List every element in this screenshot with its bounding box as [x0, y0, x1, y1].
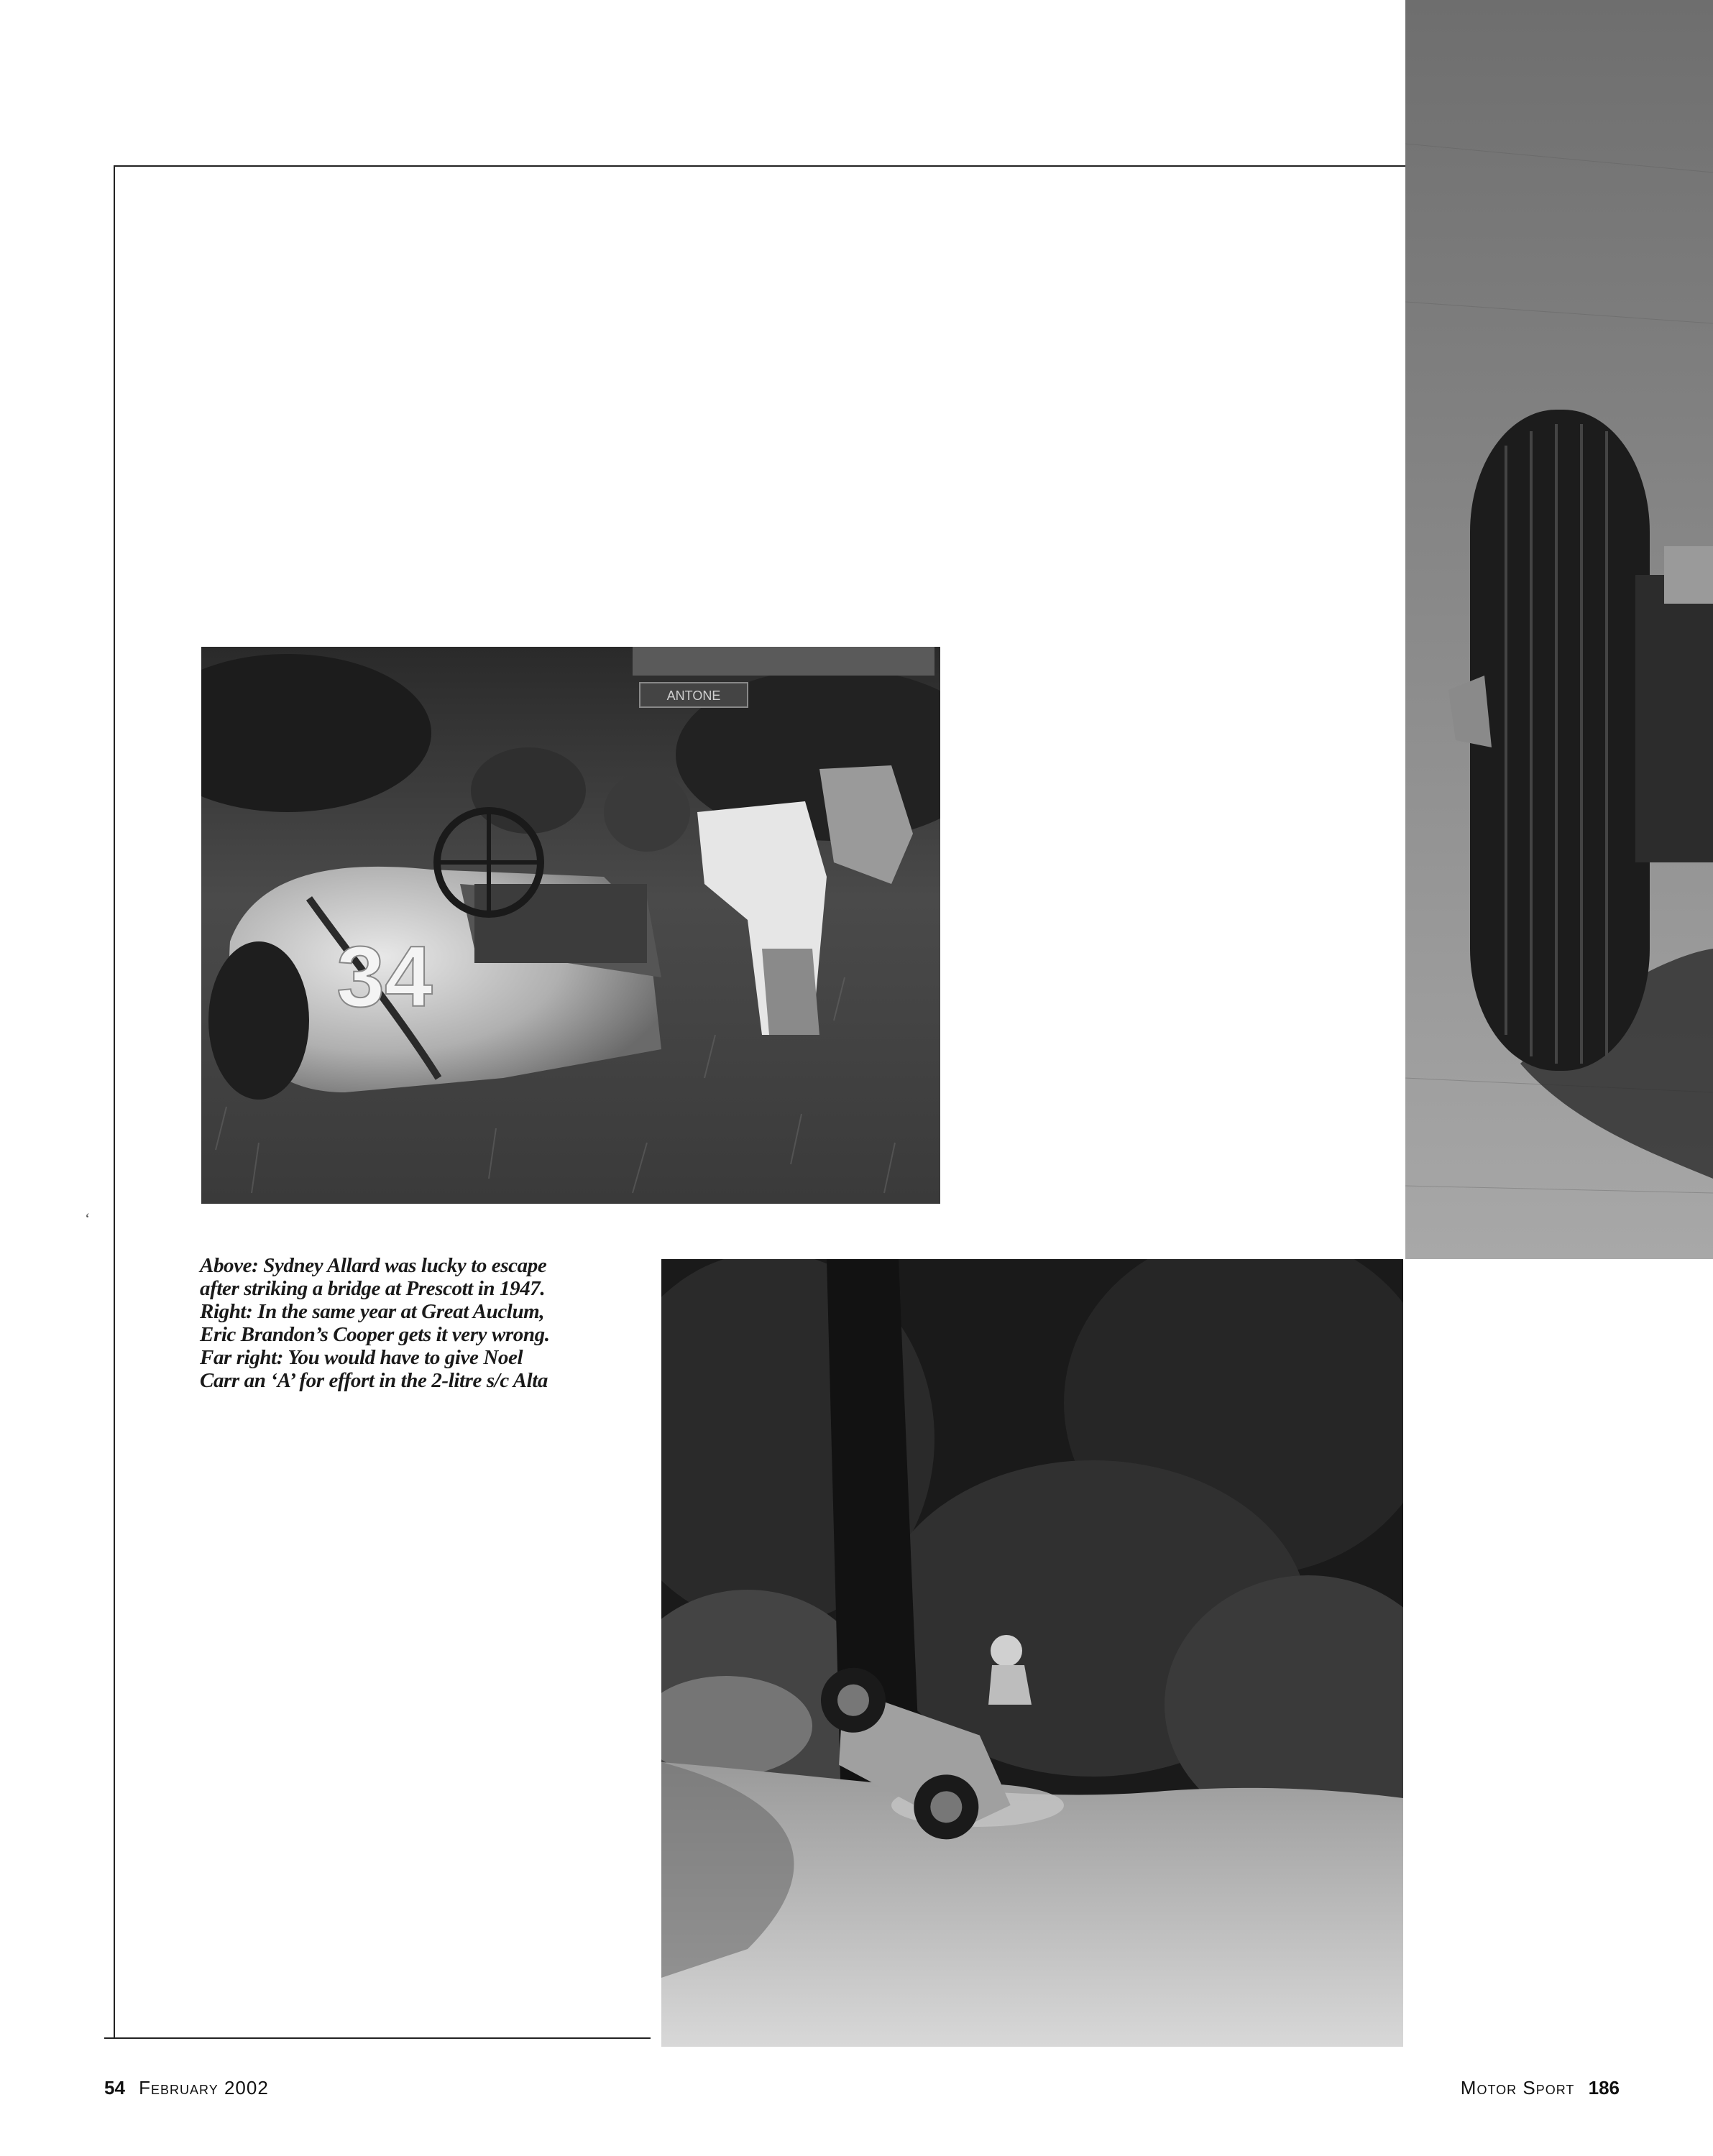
frame-rule-top [115, 165, 1409, 167]
footer-right [1461, 2077, 1620, 2099]
caption-line: after striking a bridge at Prescott in 1947. [200, 1277, 546, 1300]
frame-rule-left [114, 165, 115, 2037]
caption-line: Carr an ‘A’ for effort in the 2-litre s/c Alta [200, 1369, 548, 1392]
photo-carr-alta [1405, 0, 1713, 1259]
sign-text: ANTONE [666, 688, 721, 703]
frame-rule-bottom [104, 2037, 651, 2039]
photo-caption [200, 1254, 610, 1392]
caption-line: Far right: You would have to give Noel [200, 1346, 523, 1369]
photo-brandon-cooper [661, 1259, 1403, 2047]
caption-line: Right: In the same year at Great Auclum, [200, 1300, 545, 1323]
stray-mark: ‘ [85, 1210, 91, 1227]
caption-line: Above: Sydney Allard was lucky to escape [200, 1254, 547, 1277]
photo-brandon-cooper-image [661, 1259, 1403, 2047]
issue-date: February 2002 [139, 2077, 269, 2099]
caption-line: Eric Brandon’s Cooper gets it very wrong. [200, 1323, 550, 1346]
right-issue-number: 186 [1588, 2077, 1620, 2099]
photo-carr-alta-image [1405, 0, 1713, 1259]
left-page-number: 54 [104, 2077, 125, 2099]
photo-allard-crash-image [201, 647, 940, 1204]
car-number: 34 [336, 929, 433, 1025]
magazine-name: Motor Sport [1460, 2077, 1575, 2099]
footer-left [104, 2077, 269, 2099]
photo-allard-crash [201, 647, 940, 1204]
